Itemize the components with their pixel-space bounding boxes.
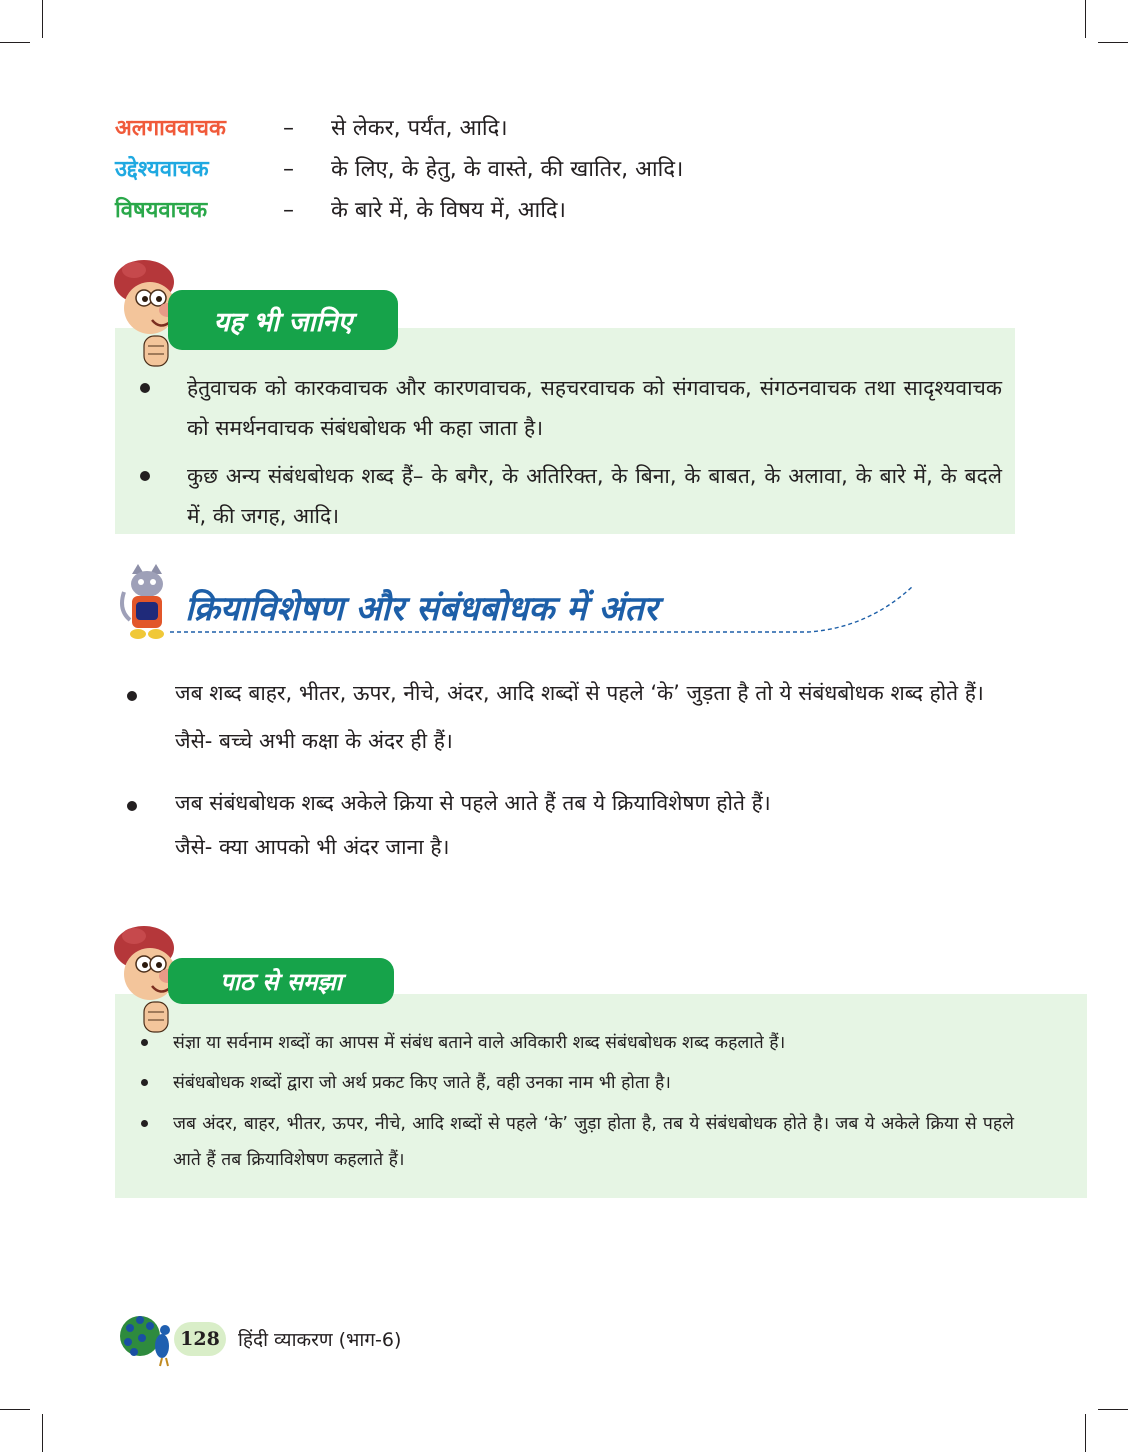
definition-value: के बारे में, के विषय में, आदि। [331,198,566,223]
peacock-icon [118,1306,180,1368]
definition-dash: – [283,198,294,223]
definition-value: के लिए, के हेतु, के वास्ते, की खातिर, आदि। [331,157,684,182]
list-item-text: जब अंदर, बाहर, भीतर, ऊपर, नीचे, आदि शब्दों से पहले ‘के’ जुड़ा होता है, तब ये संबंधबोधक होते है। जब ये अकेले क्रिया से पहले आते हैं तब क्रियाविशेषण कहलाते हैं। [173,1114,1014,1170]
definition-list [115,112,1015,235]
example-text: जैसे- बच्चे अभी कक्षा के अंदर ही हैं। [175,729,453,753]
bullet-dot [127,691,137,701]
section-title: क्रियाविशेषण और संबंधबोधक में अंतर [185,589,658,629]
definition-row [115,194,1015,235]
book-title: हिंदी व्याकरण (भाग-6) [238,1329,402,1351]
list-item-text: संज्ञा या सर्वनाम शब्दों का आपस में संबंध बताने वाले अविकारी शब्द संबंधबोधक शब्द कहलाते हैं। [173,1033,786,1053]
page-number: 128 [174,1322,226,1356]
definition-term: उद्देश्यवाचक [115,157,209,182]
know-box-list [140,368,1002,536]
crop-mark [42,1414,43,1452]
crop-mark [0,42,30,43]
definition-row [115,153,1015,194]
list-item [138,1066,1014,1100]
list-item [140,456,1002,536]
definition-value: से लेकर, पर्यंत, आदि। [331,116,508,141]
crop-mark [1098,42,1128,43]
bullet-dot [140,383,150,393]
difference-list [127,674,1015,866]
definition-dash: – [283,116,294,141]
bullet-dot [141,1120,148,1127]
list-item [127,784,1015,866]
list-item [138,1026,1014,1060]
definition-row [115,112,1015,153]
list-item-text: हेतुवाचक को कारकवाचक और कारणवाचक, सहचरवाचक को संगवाचक, संगठनवाचक तथा सादृश्यवाचक को समर्थनवाचक संबंधबोधक भी कहा जाता है। [187,376,1002,440]
bullet-dot [140,471,150,481]
crop-mark [1085,0,1086,38]
example-text: जैसे- क्या आपको भी अंदर जाना है। [175,835,450,859]
list-item-text: जब शब्द बाहर, भीतर, ऊपर, नीचे, अंदर, आदि शब्दों से पहले ‘के’ जुड़ता है तो ये संबंधबोधक शब्द होते हैं। [175,681,984,705]
list-item [140,368,1002,448]
summary-box-tag: पाठ से समझा [168,958,394,1004]
definition-dash: – [283,157,294,182]
crop-mark [1098,1409,1128,1410]
crop-mark [42,0,43,38]
list-item-text: कुछ अन्य संबंधबोधक शब्द हैं– के बगैर, के अतिरिक्त, के बिना, के बाबत, के अलावा, के बारे में, के बदले में, की जगह, आदि। [187,464,1002,528]
summary-list [138,1026,1014,1178]
bullet-dot [141,1079,148,1086]
list-item-text: संबंधबोधक शब्दों द्वारा जो अर्थ प्रकट किए जाते हैं, वही उनका नाम भी होता है। [173,1073,671,1093]
bullet-dot [141,1039,148,1046]
list-item-text: जब संबंधबोधक शब्द अकेले क्रिया से पहले आते हैं तब ये क्रियाविशेषण होते हैं। [175,791,771,815]
list-item [138,1106,1014,1178]
dashed-underline [168,584,918,636]
know-box-tag: यह भी जानिए [168,290,398,350]
crop-mark [0,1409,30,1410]
list-item [127,674,1015,760]
bullet-dot [127,801,137,811]
definition-term: विषयवाचक [115,198,208,223]
crop-mark [1085,1414,1086,1452]
definition-term: अलगाववाचक [115,116,226,141]
